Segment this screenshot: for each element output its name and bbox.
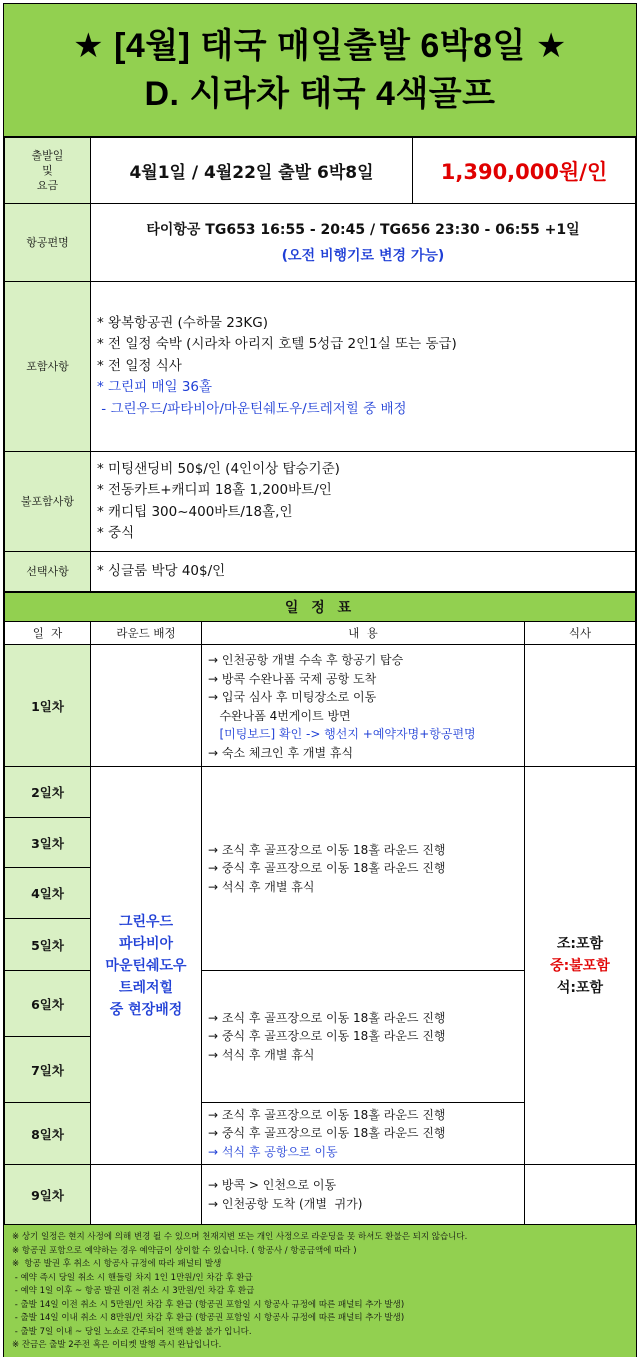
day-label: 9일차 [5,1165,91,1225]
activity-line: [미팅보드] 확인 -> 행선지 +예약자명+항공편명 [208,727,476,741]
course-name: 파타비아 [118,935,174,952]
info-table [4,137,636,592]
activity-line: → 석식 후 개별 휴식 [208,879,315,894]
note-line: - 예약 즉시 당일 취소 시 핸들링 차지 1인 1만원/인 차감 후 환급 [12,1272,253,1283]
list-item: * 전동카트+캐디피 18홀 1,200바트/인 [97,482,332,498]
meal-cell-empty [525,645,636,767]
course-name: 트레저힐 [118,979,174,996]
golf-activities-b [202,971,525,1103]
flight-line: 타이항공 TG653 16:55 - 20:45 / TG656 23:30 - 06:55 +1일 [146,221,580,238]
header-content: 내 용 [202,622,525,645]
day-label: 2일차 [5,767,91,818]
course-name: 그린우드 [118,913,174,930]
departure-label-line: 요금 [36,179,59,192]
golf-activities-a [202,767,525,971]
list-item: * 전 일정 식사 [97,357,182,374]
activity-line: → 조식 후 골프장으로 이동 18홀 라운드 진행 [208,1107,446,1122]
course-name: 마운틴쉐도우 [105,957,187,974]
optional-row [5,552,636,592]
day-label: 5일차 [5,919,91,971]
excluded-label: 불포함사항 [5,452,91,552]
meal-breakfast: 조:포함 [556,935,604,952]
title-line-2: D. 시라차 태국 4색골프 [144,75,496,113]
day9-activities [202,1165,525,1225]
activity-line: → 입국 심사 후 미팅장소로 이동 [208,690,377,704]
note-line: ※ 항공 발권 후 취소 시 항공사 규정에 따라 패널티 발생 [12,1259,222,1269]
flight-row [5,204,636,282]
meal-dinner: 석:포함 [556,979,604,996]
header-day: 일 자 [5,622,91,645]
schedule-row-day2 [5,767,636,818]
tour-flyer [3,3,637,1357]
course-name: 중 현장배정 [109,1001,183,1018]
activity-line: → 숙소 체크인 후 개별 휴식 [208,745,354,760]
optional-label: 선택사항 [5,552,91,592]
included-list [91,282,636,452]
activity-line: → 석식 후 개별 휴식 [208,1047,315,1062]
flight-label: 항공편명 [5,204,91,282]
list-item: * 그린피 매일 36홀 [97,379,213,396]
schedule-title: 일 정 표 [5,593,636,622]
excluded-list [91,452,636,552]
note-line: - 출발 14일 이내 취소 시 8만원/인 차감 후 환급 (항공권 포함일 시 항공사 규정에 따른 패널티 추가 발생) [12,1313,405,1323]
list-item: * 미팅샌딩비 50$/인 (4인이상 탑승기준) [97,460,340,477]
flight-change-note: (오전 비행기로 변경 가능) [281,247,445,264]
title-line-1: ★ [4월] 태국 매일출발 6박8일 ★ [73,27,567,65]
activity-line: → 중식 후 골프장으로 이동 18홀 라운드 진행 [208,1029,446,1044]
list-item: * 왕복항공권 (수하물 23KG) [97,314,268,331]
activity-line: → 조식 후 골프장으로 이동 18홀 라운드 진행 [208,1010,446,1025]
round-cell-empty [91,645,202,767]
note-line: - 예약 1일 이후 ~ 항공 발권 이전 취소 시 3만원/인 차감 후 환급 [12,1286,255,1296]
excluded-row [5,452,636,552]
list-item: * 중식 [97,525,135,541]
list-item: * 캐디팁 300~400바트/18홀,인 [97,503,293,520]
included-row [5,282,636,452]
activity-line: → 중식 후 골프장으로 이동 18홀 라운드 진행 [208,1126,446,1141]
departure-dates: 4월1일 / 4월22일 출발 6박8일 [91,138,413,204]
activity-line: → 중식 후 골프장으로 이동 18홀 라운드 진행 [208,861,446,876]
included-label: 포함사항 [5,282,91,452]
activity-line: → 방콕 수완나폼 국제 공항 도착 [208,671,377,686]
price: 1,390,000원/인 [413,138,636,204]
departure-label-line: 및 [42,164,53,177]
activity-line: → 인천공항 도착 (개별 귀가) [208,1196,363,1211]
note-line: ※ 항공권 포함으로 예약하는 경우 예약금이 상이할 수 있습니다. ( 항공사 / 항공금액에 따라 ) [12,1245,357,1256]
header-meal: 식사 [525,622,636,645]
activity-line: → 인천공항 개별 수속 후 항공기 탑승 [208,653,404,667]
activity-line: → 조식 후 골프장으로 이동 18홀 라운드 진행 [208,842,446,857]
day-label: 7일차 [5,1037,91,1103]
day-label: 6일차 [5,971,91,1037]
optional-item: * 싱글룸 박당 40$/인 [91,552,636,592]
departure-row [5,138,636,204]
note-line: ※ 잔금은 출발 2주전 혹은 이티켓 발행 즉시 완납입니다. [12,1340,222,1350]
meal-lunch: 중:불포함 [550,957,610,974]
round-cell-empty [91,1165,202,1225]
day-label: 8일차 [5,1103,91,1165]
schedule-row-day1 [5,645,636,767]
note-line: - 출발 14일 이전 취소 시 5만원/인 차감 후 환급 (항공권 포함일 시 항공사 규정에 따른 패널티 추가 발생) [12,1299,405,1310]
notes-section [4,1225,636,1357]
round-assignment [91,767,202,1165]
activity-line: → 석식 후 공항으로 이동 [208,1144,338,1159]
activity-line: → 방콕 > 인천으로 이동 [208,1178,337,1192]
schedule-header-row [5,622,636,645]
schedule-row-day9 [5,1165,636,1225]
activity-line: 수완나폼 4번게이트 방면 [208,708,351,723]
note-line: - 출발 7일 이내 ~ 당일 노쇼로 간주되어 전액 환불 불가 입니다. [12,1326,252,1337]
day-label: 4일차 [5,868,91,919]
day1-activities [202,645,525,767]
day-label: 1일차 [5,645,91,767]
note-line: ※ 상기 일정은 현지 사정에 의해 변경 될 수 있으며 천재지변 또는 개인 사정으로 라운딩을 못 하셔도 환불은 되지 않습니다. [12,1232,468,1242]
header-round: 라운드 배정 [91,622,202,645]
day8-activities [202,1103,525,1165]
schedule-table [4,592,636,1225]
day-label: 3일차 [5,818,91,868]
departure-label-line: 출발일 [31,149,64,162]
list-item: - 그린우드/파타비아/마운틴쉐도우/트레저힐 중 배정 [97,400,407,417]
list-item: * 전 일정 숙박 (시라차 아리지 호텔 5성급 2인1실 또는 동급) [97,336,457,353]
title-banner [4,4,636,137]
departure-label [5,138,91,204]
meal-info [525,767,636,1165]
meal-cell-empty [525,1165,636,1225]
flight-info [91,204,636,282]
